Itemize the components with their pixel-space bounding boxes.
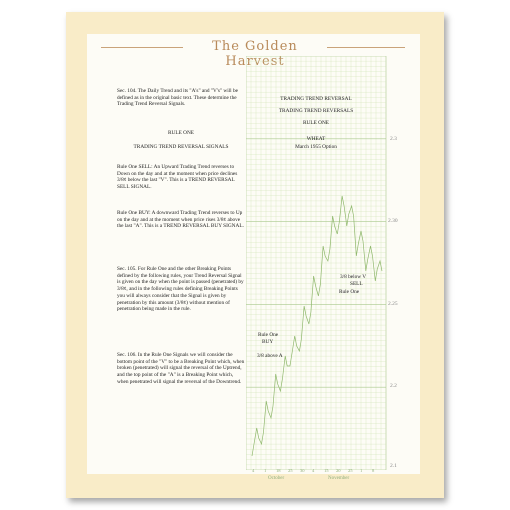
sell-annotation-2: SELL (350, 281, 363, 287)
header-rule-right (327, 47, 405, 48)
sec-105-paragraph: Sec. 105. For Rule One and the other Breaking Points defined by the following rules, your Trend Reversal Signal is given on the day when the point is passed (penetrated) by 3/8¢, and in the following rules defining Breaking Points you will always consider that the Signal is given by penetration by this amount (3/8¢) without mention of penetration being made in the rule. (117, 266, 244, 313)
x-tick-6: 15 (324, 468, 329, 473)
x-tick-3: 25 (288, 468, 293, 473)
y-tick-4: 2.1 (390, 463, 397, 469)
x-tick-1: 1 (264, 468, 267, 473)
buy-annotation-3: 3/8 above A (257, 353, 283, 359)
sec-106-paragraph: Sec. 106. In the Rule One Signals we will consider the bottom point of the "V" to be a Breaking Point which, when broken (penetrated) will signal the reversal of the Uptrend, and the top point of the "A" is a Breaking Point which, when penetrated will signal the reversal of the Downtrend. (117, 352, 245, 385)
month-label-november: November (328, 476, 350, 481)
y-tick-1: 2.30 (388, 218, 398, 224)
chart-commodity: WHEAT (306, 136, 326, 142)
x-tick-10: 8 (372, 468, 375, 473)
chart-title-1: TRADING TREND REVERSAL (280, 96, 352, 102)
chart-svg (246, 56, 400, 470)
x-tick-5: 4 (312, 468, 315, 473)
document-page (87, 34, 420, 481)
buy-annotation-1: Rule One (258, 332, 279, 338)
sec-104-paragraph: Sec. 104. The Daily Trend and its "A's" and "V's" will be defined as in the original basic text. These determine the Trading Trend Reversal Signals. (117, 88, 238, 108)
sell-annotation-1: 3/8 below V (340, 274, 367, 280)
x-tick-8: 25 (348, 468, 353, 473)
header-title: The Golden Harvest (212, 39, 298, 69)
x-tick-7: 20 (336, 468, 341, 473)
x-tick-0: 4 (252, 468, 255, 473)
y-tick-3: 2.2 (390, 383, 397, 389)
buy-rule-paragraph: Rule One BUY: A downward Trading Trend reverses to Up on the day and at the moment when price rises 3/8¢ above the last "A". This is a TREND REVERSAL BUY SIGNAL. (117, 210, 244, 230)
signals-heading: TRADING TREND REVERSAL SIGNALS (133, 144, 229, 150)
y-tick-2: 2.25 (388, 301, 398, 307)
page-header (87, 37, 420, 69)
price-series (252, 196, 382, 456)
x-tick-4: 30 (300, 468, 305, 473)
x-tick-9: 1 (360, 468, 363, 473)
x-tick-2: 18 (276, 468, 281, 473)
chart-title-2: TRADING TREND REVERSALS (278, 108, 354, 114)
header-rule-left (101, 47, 183, 48)
y-tick-0: 2.3 (390, 136, 397, 142)
buy-annotation-2: BUY (262, 339, 274, 345)
chart-title-3: RULE ONE (302, 120, 330, 126)
wheat-price-chart (246, 56, 400, 481)
sell-rule-paragraph: Rule One SELL: An Upward Trading Trend reverses to Down on the day and at the moment when price declines 3/8¢ below the last "V". This is a TREND REVERSAL SELL SIGNAL. (117, 164, 238, 191)
chart-contract: March 1955 Option (295, 144, 337, 150)
rule-one-heading: RULE ONE (167, 130, 195, 136)
month-label-october: October (268, 476, 285, 481)
sell-annotation-3: Rule One (339, 289, 360, 295)
